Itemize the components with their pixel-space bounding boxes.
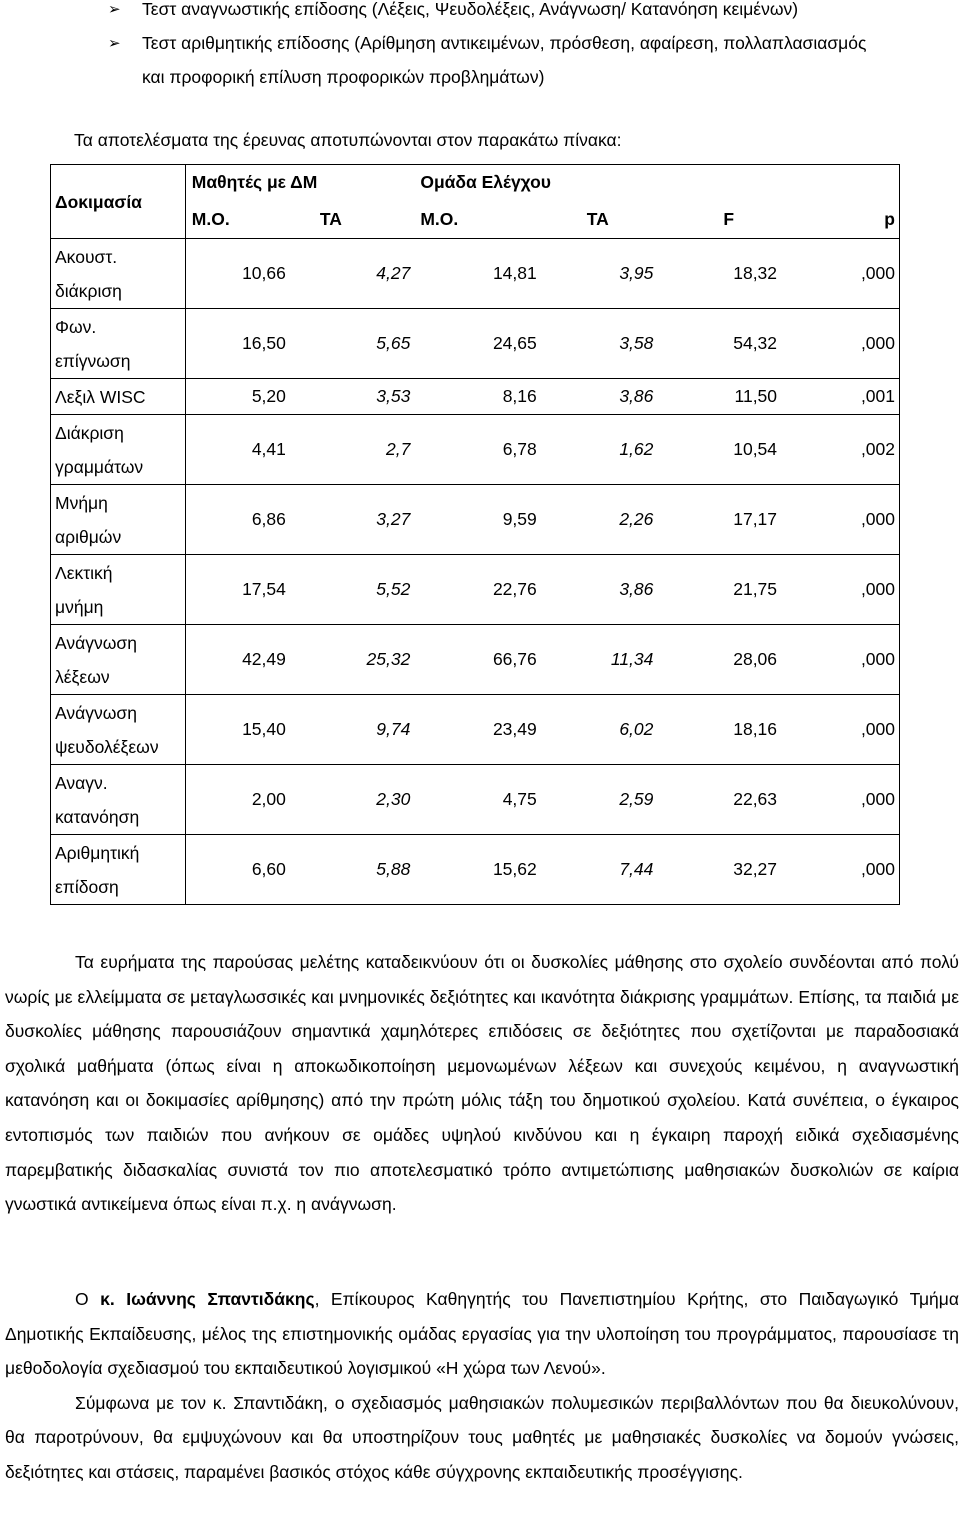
- cell-value: 2,30: [290, 765, 414, 835]
- cell-value: ,000: [781, 309, 899, 379]
- cell-value: ,000: [781, 485, 899, 555]
- table-row: [51, 765, 900, 835]
- table-row: [51, 309, 900, 379]
- cell-value: 10,66: [185, 239, 290, 309]
- row-label: Λεκτική μνήμη: [51, 555, 186, 625]
- cell-value: 5,52: [290, 555, 414, 625]
- cell-value: 4,41: [185, 415, 290, 485]
- cell-value: 18,32: [657, 239, 781, 309]
- intro-sentence: Τα αποτελέσματα της έρευνας αποτυπώνονται στον παρακάτω πίνακα:: [74, 130, 622, 150]
- cell-value: 42,49: [185, 625, 290, 695]
- header-f: F: [723, 208, 735, 229]
- cell-value: 24,65: [414, 309, 540, 379]
- table-row: [51, 485, 900, 555]
- cell-value: 9,74: [290, 695, 414, 765]
- arrow-bullet-icon: ➢: [108, 34, 121, 52]
- cell-value: 3,86: [541, 379, 658, 415]
- cell-value: 8,16: [414, 379, 540, 415]
- cell-value: ,000: [781, 835, 899, 905]
- cell-value: 6,78: [414, 415, 540, 485]
- bullet-text: Τεστ αριθμητικής επίδοσης (Αρίθμηση αντικειμένων, πρόσθεση, αφαίρεση, πολλαπλασιασμός: [142, 33, 867, 53]
- speaker-paragraph: [5, 1282, 959, 1490]
- cell-value: ,001: [781, 379, 899, 415]
- findings-paragraph: [5, 945, 959, 1222]
- cell-value: 3,95: [541, 239, 658, 309]
- table-row: [51, 625, 900, 695]
- cell-value: 6,60: [185, 835, 290, 905]
- cell-value: 3,58: [541, 309, 658, 379]
- table-row: [51, 379, 900, 415]
- cell-value: 11,34: [541, 625, 658, 695]
- cell-value: 11,50: [657, 379, 781, 415]
- cell-value: 5,88: [290, 835, 414, 905]
- row-label: Αριθμητική επίδοση: [51, 835, 186, 905]
- row-label: Φων. επίγνωση: [51, 309, 186, 379]
- paragraph-text: [5, 1282, 959, 1386]
- cell-value: ,000: [781, 695, 899, 765]
- row-label: Διάκριση γραμμάτων: [51, 415, 186, 485]
- header-test-column: Δοκιμασία: [51, 165, 186, 239]
- cell-value: 6,86: [185, 485, 290, 555]
- cell-value: 1,62: [541, 415, 658, 485]
- row-label: Ακουστ. διάκριση: [51, 239, 186, 309]
- paragraph-text: Τα ευρήματα της παρούσας μελέτης καταδεικνύουν ότι οι δυσκολίες μάθησης στο σχολείο συνδέονται από πολύ νωρίς με ελλείμματα σε μεταγλωσσικές και μνημονικές δεξιότητες και ικανότητα διάκρισης γραμμάτων. Επίσης, τα παιδιά με δυσκολίες μάθησης παρουσιάζουν σημαντικά χαμηλότερες επιδόσεις σε δεξιότητες που σχετίζονται με παραδοσιακά σχολικά μαθήματα (όπως είναι η αποκωδικοποίηση μεμονωμένων λέξεων και συνεχούς κειμένου, η αναγνωστική κατανόηση και οι δοκιμασίες αρίθμησης) από την πρώτη μόλις τάξη του δημοτικού σχολείου. Κατά συνέπεια, ο έγκαιρος εντοπισμός των παιδιών που ανήκουν σε ομάδες υψηλού κινδύνου και η έγκαιρη παροχή ειδικά σχεδιασμένης παρεμβατικής διδασκαλίας συνιστά τον πιο αποτελεσματικό τρόπο αντιμετώπισης μαθησιακών δυσκολιών σε καίρια γνωστικά αντικείμενα όπως είναι π.χ. η ανάγνωση.: [5, 952, 959, 1215]
- cell-value: 15,62: [414, 835, 540, 905]
- row-label: Ανάγνωση λέξεων: [51, 625, 186, 695]
- row-label: Αναγν. κατανόηση: [51, 765, 186, 835]
- cell-value: 4,27: [290, 239, 414, 309]
- speaker-name: κ. Ιωάννης Σπαντιδάκης: [100, 1289, 315, 1309]
- table-row: [51, 555, 900, 625]
- cell-value: 21,75: [657, 555, 781, 625]
- cell-value: 6,02: [541, 695, 658, 765]
- header-sd: ΤΑ: [586, 208, 609, 229]
- paragraph-prefix: Ο: [75, 1289, 101, 1309]
- table-row: [51, 695, 900, 765]
- cell-value: 7,44: [541, 835, 658, 905]
- cell-value: 2,00: [185, 765, 290, 835]
- arrow-bullet-icon: ➢: [108, 0, 121, 18]
- paragraph-text: Σύμφωνα με τον κ. Σπαντιδάκη, ο σχεδιασμός μαθησιακών πολυμεσικών περιβαλλόντων που θα διευκολύνουν, θα παροτρύνουν, θα εμψυχώνουν και θα υποστηρίζουν τους μαθητές με μαθησιακές δυσκολίες να δομούν γνώσεις, δεξιότητες και στάσεις, παραμένει βασικός στόχος κάθε σύγχρονης εκπαιδευτικής προσέγγισης.: [5, 1392, 959, 1482]
- bullet-text-continued: και προφορική επίλυση προφορικών προβλημάτων): [142, 67, 545, 87]
- header-mean: Μ.Ο.: [420, 208, 459, 229]
- cell-value: 2,7: [290, 415, 414, 485]
- cell-value: 9,59: [414, 485, 540, 555]
- cell-value: 5,20: [185, 379, 290, 415]
- cell-value: 16,50: [185, 309, 290, 379]
- cell-value: ,000: [781, 239, 899, 309]
- paragraph-body: , Επίκουρος Καθηγητής του Πανεπιστημίου Κρήτης, στο Παιδαγωγικό Τμήμα Δημοτικής Εκπαίδευσης, μέλος της επιστημονικής ομάδας εργασίας για την υλοποίηση του προγράμματος, παρουσίασε τη μεθοδολογία σχεδιασμού του εκπαιδευτικού λογισμικού «Η χώρα των Λενού».: [5, 1289, 959, 1379]
- header-p: p: [781, 201, 899, 239]
- header-group-control: Ομάδα Ελέγχου: [414, 165, 657, 201]
- cell-value: ,002: [781, 415, 899, 485]
- cell-value: ,000: [781, 555, 899, 625]
- table-row: [51, 415, 900, 485]
- cell-value: ,000: [781, 625, 899, 695]
- cell-value: 22,63: [657, 765, 781, 835]
- cell-value: 3,27: [290, 485, 414, 555]
- cell-value: 22,76: [414, 555, 540, 625]
- bullet-text: Τεστ αναγνωστικής επίδοσης (Λέξεις, Ψευδολέξεις, Ανάγνωση/ Κατανόηση κειμένων): [142, 0, 799, 19]
- row-label: Λεξιλ WISC: [51, 379, 186, 415]
- table-row: [51, 239, 900, 309]
- header-group-ld: Μαθητές με ΔΜ: [185, 165, 414, 201]
- results-table: [50, 164, 900, 905]
- cell-value: 3,86: [541, 555, 658, 625]
- row-label: Μνήμη αριθμών: [51, 485, 186, 555]
- cell-value: 17,54: [185, 555, 290, 625]
- cell-value: 2,26: [541, 485, 658, 555]
- cell-value: ,000: [781, 765, 899, 835]
- cell-value: 23,49: [414, 695, 540, 765]
- table-row: [51, 835, 900, 905]
- cell-value: 18,16: [657, 695, 781, 765]
- header-sd: ΤΑ: [319, 208, 342, 229]
- header-mean: Μ.Ο.: [191, 208, 230, 229]
- cell-value: 10,54: [657, 415, 781, 485]
- cell-value: 15,40: [185, 695, 290, 765]
- cell-value: 32,27: [657, 835, 781, 905]
- cell-value: 17,17: [657, 485, 781, 555]
- row-label: Ανάγνωση ψευδολέξεων: [51, 695, 186, 765]
- cell-value: 14,81: [414, 239, 540, 309]
- cell-value: 25,32: [290, 625, 414, 695]
- cell-value: 5,65: [290, 309, 414, 379]
- cell-value: 28,06: [657, 625, 781, 695]
- cell-value: 4,75: [414, 765, 540, 835]
- cell-value: 3,53: [290, 379, 414, 415]
- cell-value: 2,59: [541, 765, 658, 835]
- cell-value: 54,32: [657, 309, 781, 379]
- cell-value: 66,76: [414, 625, 540, 695]
